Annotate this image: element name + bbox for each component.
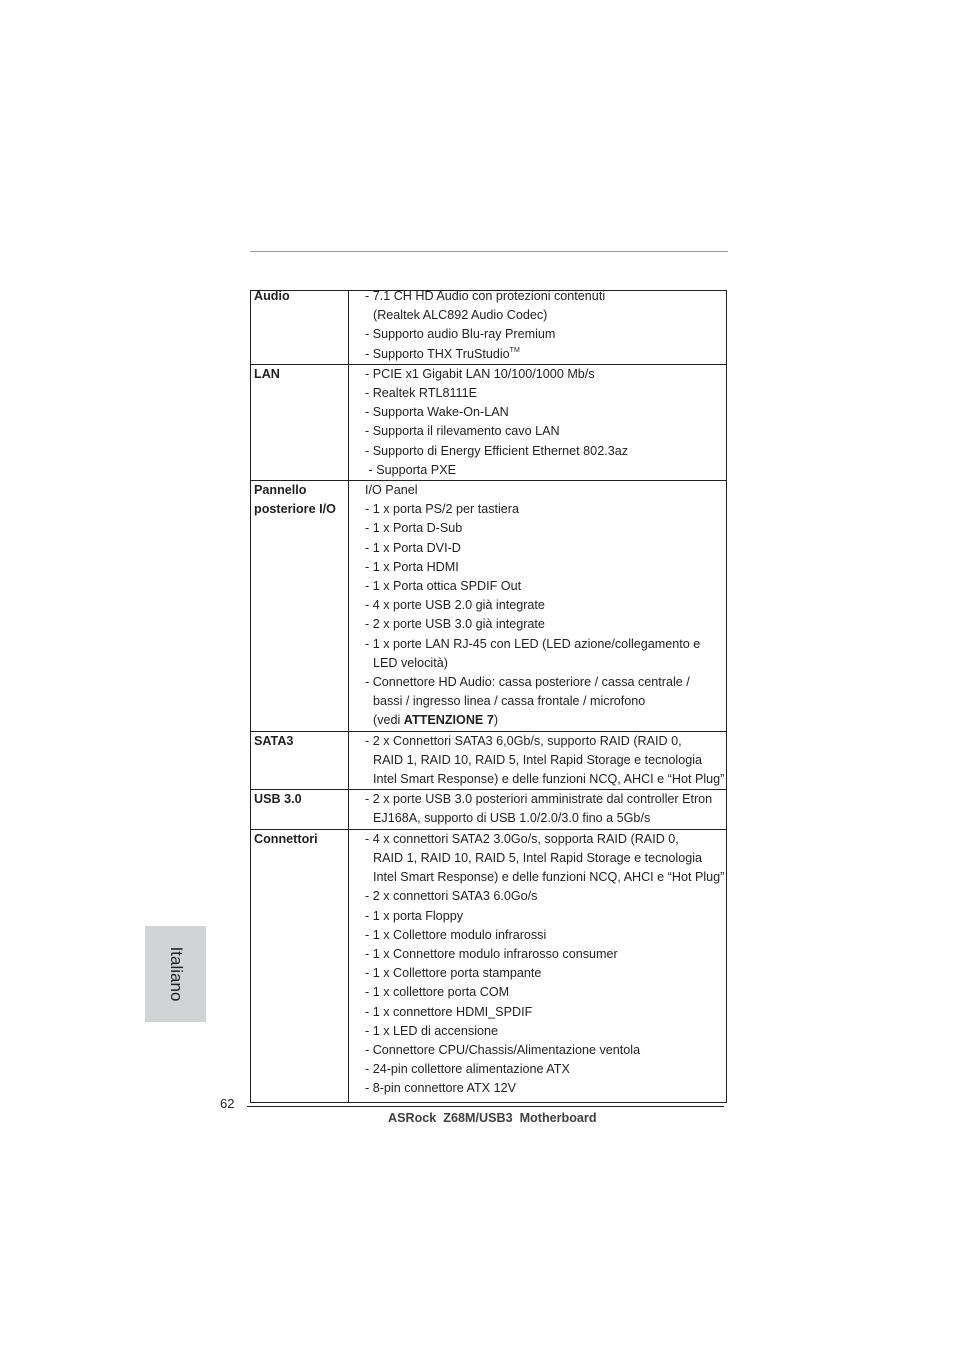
spec-line [365,345,726,364]
spec-row-audio [251,291,727,365]
spec-line: bassi / ingresso linea / cassa frontale / microfono [373,694,646,709]
spec-line: - 4 x connettori SATA2 3.0Go/s, sopporta RAID (RAID 0, [365,831,679,846]
spec-line: - Connettore CPU/Chassis/Alimentazione ventola [365,1042,641,1057]
spec-label [251,481,349,732]
spec-table [250,290,727,1103]
spec-line: (Realtek ALC892 Audio Codec) [373,308,548,323]
spec-line: - 1 x Porta DVI-D [365,540,461,555]
language-label: Italiano [166,946,186,1002]
spec-line: - 7.1 CH HD Audio con protezioni contenuti [365,289,606,303]
spec-line: RAID 1, RAID 10, RAID 5, Intel Rapid Storage e tecnologia [373,752,703,767]
spec-value [349,731,727,790]
spec-label [251,790,349,829]
spec-value [349,364,727,480]
spec-value [349,829,727,1102]
spec-line [365,711,726,730]
spec-line: - Realtek RTL8111E [365,386,478,401]
spec-label-text: Pannello [254,483,307,498]
spec-line: - 1 x Porta HDMI [365,559,459,574]
spec-line: - 1 x porta PS/2 per tastiera [365,502,519,517]
spec-label [251,731,349,790]
spec-line-text: (vedi [373,713,404,728]
spec-line: - 1 x connettore HDMI_SPDIF [365,1004,533,1019]
spec-row-connectors [251,829,727,1102]
spec-value [349,291,727,365]
spec-line: - 2 x porte USB 3.0 già integrate [365,617,545,632]
spec-line: - 2 x connettori SATA3 6.0Go/s [365,889,538,904]
spec-line: - 1 x porte LAN RJ-45 con LED (LED azione/collegamento e [365,636,701,651]
spec-label [251,291,349,365]
spec-line: - Supporta il rilevamento cavo LAN [365,424,560,439]
spec-line: - 1 x Porta ottica SPDIF Out [365,579,522,594]
bottom-rule [247,1106,724,1107]
spec-line: I/O Panel [365,483,418,498]
spec-label [251,364,349,480]
spec-label-text: Connettori [254,831,318,846]
spec-line: - Supporta PXE [365,462,457,477]
footer-product-name: ASRock Z68M/USB3 Motherboard [388,1111,597,1125]
language-side-tab [145,926,206,1022]
spec-line: - PCIE x1 Gigabit LAN 10/100/1000 Mb/s [365,366,595,381]
spec-line: - Supporto di Energy Efficient Ethernet 802.3az [365,443,628,458]
spec-line: EJ168A, supporto di USB 1.0/2.0/3.0 fino a 5Gb/s [373,811,651,826]
page-number: 62 [220,1096,235,1111]
spec-line: - 1 x Collettore porta stampante [365,966,542,981]
spec-line: - 2 x porte USB 3.0 posteriori amministrate dal controller Etron [365,792,713,807]
spec-line: - Supporta Wake-On-LAN [365,405,509,420]
spec-label-text: Audio [254,289,290,303]
spec-label [251,829,349,1102]
spec-line: - 1 x LED di accensione [365,1023,499,1038]
spec-value [349,790,727,829]
spec-line: RAID 1, RAID 10, RAID 5, Intel Rapid Storage e tecnologia [373,850,703,865]
spec-line: - 1 x porta Floppy [365,908,463,923]
spec-line: - 1 x Collettore modulo infrarossi [365,927,547,942]
spec-line: - 8-pin connettore ATX 12V [365,1081,516,1096]
spec-line: - 1 x Connettore modulo infrarosso consumer [365,946,618,961]
spec-line-text: - Supporto THX TruStudio [365,346,510,361]
spec-value [349,481,727,732]
spec-line: - 2 x Connettori SATA3 6,0Gb/s, supporto RAID (RAID 0, [365,733,682,748]
spec-line-text: ) [493,713,499,728]
spec-label-text: USB 3.0 [254,792,302,807]
spec-line: - 1 x collettore porta COM [365,985,510,1000]
spec-line: - Connettore HD Audio: cassa posteriore / cassa centrale / [365,675,690,690]
spec-row-lan [251,364,727,480]
spec-line: - 1 x Porta D-Sub [365,521,463,536]
top-rule [250,251,728,252]
spec-row-usb3 [251,790,727,829]
note-reference: ATTENZIONE 7 [403,713,494,728]
spec-label-text: SATA3 [254,733,294,748]
spec-line: Intel Smart Response) e delle funzioni NCQ, AHCI e “Hot Plug” [373,870,725,885]
spec-line: LED velocità) [373,655,448,670]
spec-line: - 4 x porte USB 2.0 già integrate [365,598,545,613]
spec-label-text: posteriore I/O [254,502,336,517]
spec-label-text: LAN [254,366,280,381]
spec-line: - 24-pin collettore alimentazione ATX [365,1062,570,1077]
trademark-mark: TM [509,346,520,354]
spec-line: Intel Smart Response) e delle funzioni NCQ, AHCI e “Hot Plug” [373,772,725,787]
spec-row-rear-io [251,481,727,732]
spec-row-sata3 [251,731,727,790]
spec-line: - Supporto audio Blu-ray Premium [365,327,556,342]
